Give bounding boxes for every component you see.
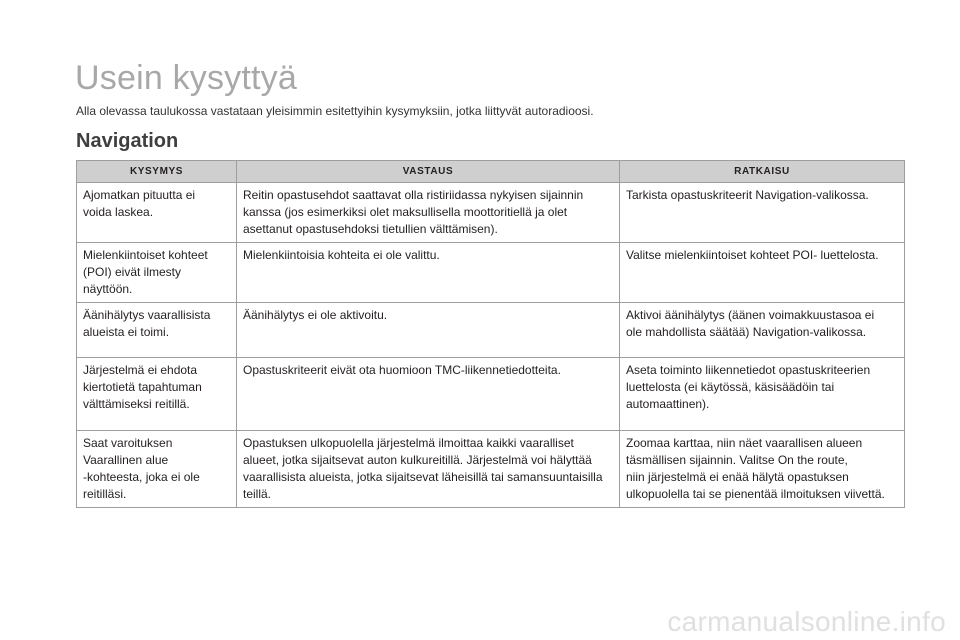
table-row <box>77 431 905 508</box>
solution-cell: Aktivoi äänihälytys (äänen voimakkuustasoa ei ole mahdollista säätää) Navigation-valikossa. <box>620 303 905 358</box>
header-answer: VASTAUS <box>237 161 620 183</box>
header-solution: RATKAISU <box>620 161 905 183</box>
solution-cell: Zoomaa karttaa, niin näet vaarallisen alueen täsmällisen sijainnin. Valitse On the route, niin järjestelmä ei enää hälytä opastuksen ulkopuolella tai se pienentää ilmoituksen viivettä. <box>620 431 905 508</box>
answer-cell: Opastuksen ulkopuolella järjestelmä ilmoittaa kaikki vaaralliset alueet, jotka sijaitsevat auton kulkureitillä. Järjestelmä voi hälyttää vaarallisista alueista, jotka sijaitsevat läheisillä tai samansuuntaisilla teillä. <box>237 431 620 508</box>
page-title: Usein kysyttyä <box>75 59 297 97</box>
answer-cell: Äänihälytys ei ole aktivoitu. <box>237 303 620 358</box>
solution-cell: Valitse mielenkiintoiset kohteet POI- luettelosta. <box>620 243 905 303</box>
question-cell: Järjestelmä ei ehdota kiertotietä tapahtuman välttämiseksi reitillä. <box>77 358 237 431</box>
faq-table <box>76 160 905 508</box>
table-header-row <box>77 161 905 183</box>
table-row <box>77 243 905 303</box>
table-row <box>77 183 905 243</box>
solution-cell: Tarkista opastuskriteerit Navigation-valikossa. <box>620 183 905 243</box>
question-cell: Mielenkiintoiset kohteet (POI) eivät ilmesty näyttöön. <box>77 243 237 303</box>
question-cell: Saat varoituksen Vaarallinen alue -kohteesta, joka ei ole reitilläsi. <box>77 431 237 508</box>
answer-cell: Opastuskriteerit eivät ota huomioon TMC-liikennetiedotteita. <box>237 358 620 431</box>
table-row <box>77 358 905 431</box>
question-cell: Ajomatkan pituutta ei voida laskea. <box>77 183 237 243</box>
table-row <box>77 303 905 358</box>
header-question: KYSYMYS <box>77 161 237 183</box>
answer-cell: Mielenkiintoisia kohteita ei ole valittu. <box>237 243 620 303</box>
intro-text: Alla olevassa taulukossa vastataan yleisimmin esitettyihin kysymyksiin, jotka liittyvät autoradioosi. <box>76 104 594 118</box>
watermark: carmanualsonline.info <box>667 606 946 637</box>
solution-cell: Aseta toiminto liikennetiedot opastuskriteerien luettelosta (ei käytössä, käsisäädöin tai automaattinen). <box>620 358 905 431</box>
answer-cell: Reitin opastusehdot saattavat olla ristiriidassa nykyisen sijainnin kanssa (jos esimerkiksi olet maksullisella moottoritiellä ja olet asettanut opastusehdoksi tietullien välttämisen). <box>237 183 620 243</box>
section-title: Navigation <box>76 130 179 152</box>
question-cell: Äänihälytys vaarallisista alueista ei toimi. <box>77 303 237 358</box>
